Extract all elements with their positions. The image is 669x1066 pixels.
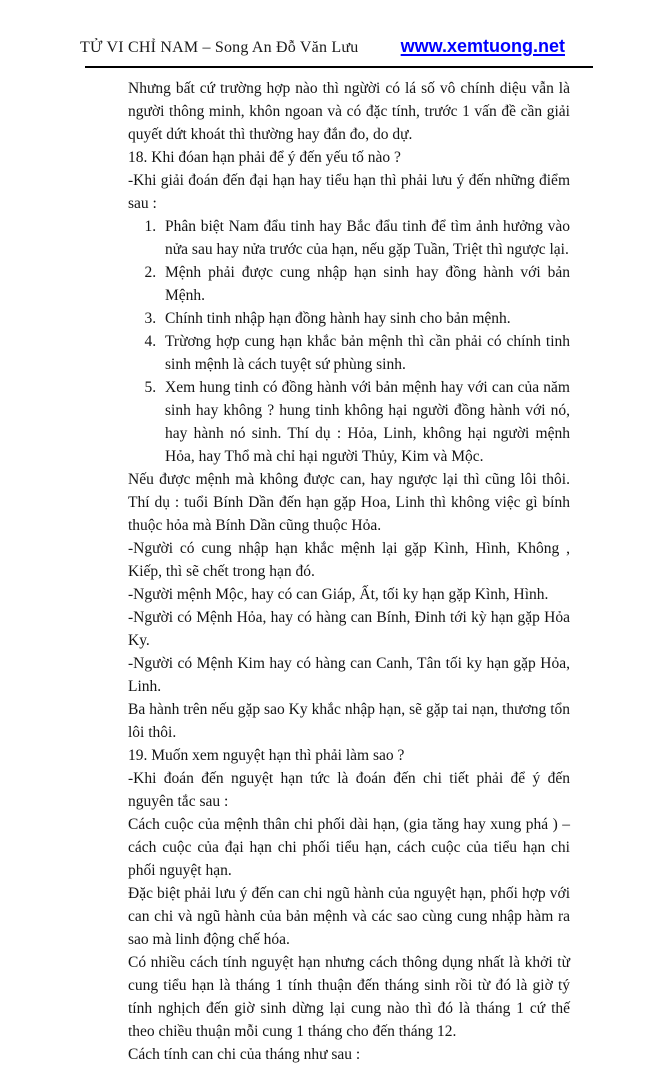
note-paragraph: -Người có Mệnh Kim hay có hàng can Canh, Tân tối ky hạn gặp Hỏa, Linh. <box>128 655 570 695</box>
list-item <box>160 215 570 261</box>
document-title: TỬ VI CHỈ NAM – Song An Đỗ Văn Lưu <box>80 39 359 56</box>
note-paragraph: -Người có cung nhập hạn khắc mệnh lại gặp Kình, Hình, Không , Kiếp, thì sẽ chết trong hạn đó. <box>128 540 570 580</box>
document-body <box>128 77 570 1066</box>
body-paragraph: Có nhiều cách tính nguyệt hạn nhưng cách thông dụng nhất là khởi từ cung tiểu hạn là tháng 1 tính thuận đến tháng sinh rồi từ đó là giờ tý tính nghịch đến giờ sinh dừng lại cung nào thì đó là tháng 1 cứ thế theo chiều thuận mỗi cung 1 tháng cho đến tháng 12. <box>128 954 570 1040</box>
note-paragraph: Nếu được mệnh mà không được can, hay ngược lại thì cũng lôi thôi. Thí dụ : tuổi Bính Dần đến hạn gặp Hoa, Linh thì không việc gì bính thuộc hỏa mà Bính Dần cũng thuộc Hỏa. <box>128 471 570 534</box>
question-18-heading: 18. Khi đóan hạn phải để ý đến yếu tố nào ? <box>128 149 401 166</box>
website-link[interactable]: www.xemtuong.net <box>400 36 565 56</box>
note-paragraph: Ba hành trên nếu gặp sao Ky khắc nhập hạn, sẽ gặp tai nạn, thương tổn lôi thôi. <box>128 701 570 741</box>
list-item <box>160 307 570 330</box>
body-paragraph: -Khi đoán đến nguyệt hạn tức là đoán đến chi tiết phải để ý đến nguyên tắc sau : <box>128 770 570 810</box>
body-paragraph: Cách tính can chi của tháng như sau : <box>128 1046 361 1063</box>
list-item <box>160 261 570 307</box>
list-item-text: Chính tinh nhập hạn đồng hành hay sinh cho bản mệnh. <box>165 310 511 327</box>
note-paragraph: -Người có Mệnh Hỏa, hay có hàng can Bính, Đinh tới kỳ hạn gặp Hỏa Ky. <box>128 609 570 649</box>
list-item <box>160 330 570 376</box>
question-18-list <box>128 215 570 468</box>
question-18-lead: -Khi giải đoán đến đại hạn hay tiểu hạn thì phải lưu ý đến những điểm sau : <box>128 172 570 212</box>
intro-paragraph: Nhưng bất cứ trường hợp nào thì ngừời có lá số vô chính diệu vẫn là người thông minh, khôn ngoan và có đặc tính, trước 1 vấn đề cần giải quyết dứt khoát thì thường hay đắn đo, do dự. <box>128 80 570 143</box>
list-item-text: Trừơng hợp cung hạn khắc bản mệnh thì cần phải có chính tinh sinh mệnh là cách tuyệt sứ phùng sinh. <box>165 333 570 373</box>
body-paragraph: Cách cuộc của mệnh thân chi phối dài hạn, (gia tăng hay xung phá ) –cách cuộc của đại hạn chi phối tiểu hạn, cách cuộc của tiểu hạn chi phối nguyệt hạn. <box>128 816 570 879</box>
list-item-text: Mệnh phải được cung nhập hạn sinh hay đồng hành với bản Mệnh. <box>165 264 570 304</box>
body-paragraph: Đặc biệt phải lưu ý đến can chi ngũ hành của nguyệt hạn, phối hợp với can chi và ngũ hành của bản mệnh và các sao cùng cung nhập hàm ra sao mà linh động chế hóa. <box>128 885 570 948</box>
header-rule <box>85 66 593 68</box>
list-item-text: Phân biệt Nam đẩu tinh hay Bắc đẩu tinh để tìm ảnh hưởng vào nửa sau hay nửa trước của hạn, nếu gặp Tuần, Triệt thì ngược lại. <box>165 218 570 258</box>
list-item <box>160 376 570 468</box>
question-19-heading: 19. Muốn xem nguyệt hạn thì phải làm sao ? <box>128 747 405 764</box>
note-paragraph: -Người mệnh Mộc, hay có can Giáp, Ất, tối ky hạn gặp Kình, Hình. <box>128 586 549 603</box>
list-item-text: Xem hung tinh có đồng hành với bản mệnh hay với can của năm sinh hay không ? hung tinh không hại người đồng hành với nó, hay hành nó sinh. Thí dụ : Hỏa, Linh, không hại người mệnh Hỏa, hay Thổ mà chỉ hại người Thủy, Kim và Mộc. <box>165 379 570 465</box>
page-header <box>0 0 669 57</box>
